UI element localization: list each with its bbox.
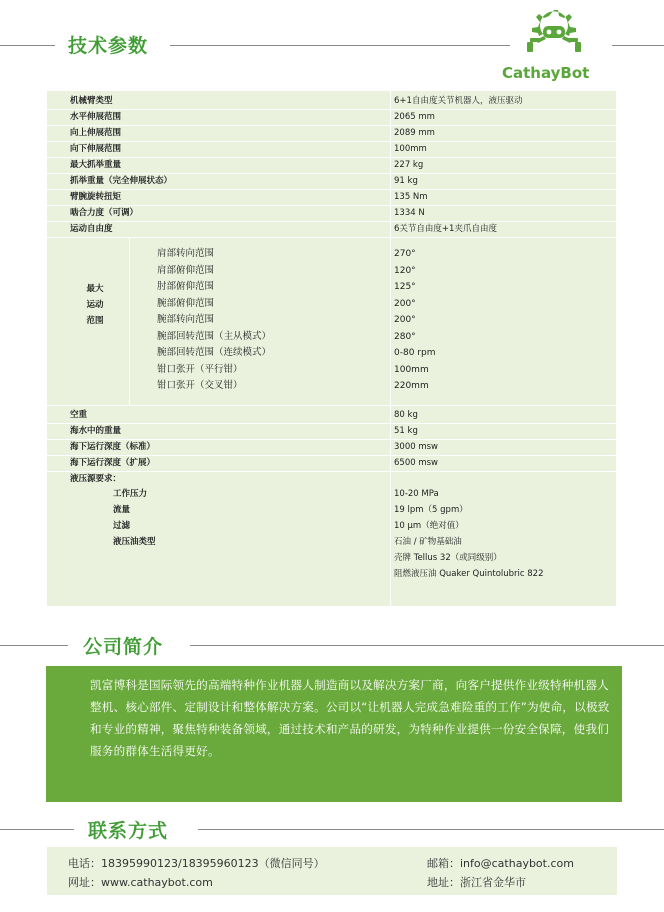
motion-label: 肘部俯仰范围 (157, 281, 215, 292)
logo-text: CathayBot (502, 64, 590, 82)
motion-label: 腕部转向范围 (157, 314, 215, 325)
contact-address: 地址：浙江省金华市 (427, 876, 526, 889)
company-intro-title: 公司简介 (83, 636, 164, 658)
spec-label: 最大抓举重量 (70, 160, 122, 170)
spec-value: 2089 mm (394, 128, 435, 138)
logo (502, 4, 606, 84)
motion-value: 120° (394, 266, 416, 276)
contact-phone: 电话：18395990123/18395960123（微信同号） (68, 857, 325, 870)
motion-value: 200° (394, 299, 416, 309)
tech-params-title: 技术参数 (68, 35, 149, 57)
motion-label: 肩部转向范围 (157, 248, 215, 259)
motion-value: 100mm (394, 365, 429, 375)
spec-table (47, 91, 616, 606)
group-label-line: 范围 (86, 316, 104, 326)
hydraulic-title: 液压源要求： (70, 474, 122, 484)
spec-value: 3000 msw (394, 442, 438, 452)
motion-label: 腕部俯仰范围 (157, 298, 215, 309)
spec-label: 海下运行深度（标准） (70, 442, 156, 452)
spec-label: 啮合力度（可调） (70, 208, 139, 218)
spec-label: 抓举重量（完全伸展状态） (70, 176, 173, 186)
title-rule-left (0, 45, 55, 46)
intro-rule-left (0, 645, 68, 646)
row-divider (47, 405, 616, 406)
row-divider (47, 125, 616, 126)
spec-value: 6+1自由度关节机器人，液压驱动 (394, 96, 523, 106)
spec-value: 6500 msw (394, 458, 438, 468)
spec-value: 227 kg (394, 160, 424, 170)
spec-label: 空重 (70, 410, 88, 420)
intro-rule-right (190, 645, 664, 646)
contact-rule-right (198, 829, 664, 830)
spec-value: 6关节自由度+1夹爪自由度 (394, 224, 497, 234)
hydraulic-label: 工作压力 (113, 489, 148, 499)
spec-value: 2065 mm (394, 112, 435, 122)
spec-value: 80 kg (394, 410, 418, 420)
motion-value: 220mm (394, 381, 429, 391)
spec-label: 海水中的重量 (70, 426, 122, 436)
contact-rule-left (0, 829, 74, 830)
title-rule-right (170, 45, 510, 46)
company-intro-text: 凯富博科是国际领先的高端特种作业机器人制造商以及解决方案厂商，向客户提供作业级特种机器人整机、核心部件、定制设计和整体解决方案。公司以“让机器人完成急难险重的工作”为使命，以极致和专业的精神，聚焦特种装备领域，通过技术和产品的研发，为特种作业提供一份安全保障，使我们服务的群体生活得更好。 (46, 666, 622, 802)
motion-range-group-label (83, 281, 107, 329)
contact-website[interactable]: 网址：www.cathaybot.com (68, 876, 213, 889)
hydraulic-label: 液压油类型 (113, 537, 156, 547)
hydraulic-value: 阻燃液压油 Quaker Quintolubric 822 (394, 569, 544, 579)
spec-label: 向下伸展范围 (70, 144, 122, 154)
spec-label: 向上伸展范围 (70, 128, 122, 138)
spec-value: 100mm (394, 144, 427, 154)
motion-label: 钳口张开（交叉钳） (157, 380, 243, 391)
hydraulic-value: 壳牌 Tellus 32（或同级别） (394, 553, 502, 563)
motion-label: 腕部回转范围（主从模式） (157, 331, 272, 342)
group-label-line: 运动 (86, 300, 104, 310)
hydraulic-value: 10 μm（绝对值） (394, 521, 464, 531)
motion-label: 肩部俯仰范围 (157, 265, 215, 276)
group-separator (129, 237, 130, 405)
row-divider (47, 109, 616, 110)
spec-label: 海下运行深度（扩展） (70, 458, 156, 468)
title-rule-far-right (612, 45, 664, 46)
motion-value: 125° (394, 282, 416, 292)
row-divider (47, 141, 616, 142)
column-separator (390, 91, 391, 606)
group-label-line: 最大 (86, 284, 104, 294)
contact-title: 联系方式 (88, 820, 169, 842)
robot-gear-icon (524, 6, 584, 60)
motion-value: 280° (394, 332, 416, 342)
motion-label: 腕部回转范围（连续模式） (157, 347, 272, 358)
hydraulic-value: 10-20 MPa (394, 489, 439, 499)
spec-value: 135 Nm (394, 192, 428, 202)
row-divider (47, 157, 616, 158)
spec-value: 51 kg (394, 426, 418, 436)
hydraulic-value: 石油 / 矿物基础油 (394, 537, 462, 547)
spec-value: 1334 N (394, 208, 425, 218)
row-divider (47, 471, 616, 472)
spec-label: 臂腕旋转扭矩 (70, 192, 122, 202)
spec-label: 机械臂类型 (70, 96, 113, 106)
contact-box (47, 847, 617, 895)
motion-label: 钳口张开（平行钳） (157, 364, 243, 375)
spec-value: 91 kg (394, 176, 418, 186)
hydraulic-label: 过滤 (113, 521, 131, 531)
motion-value: 270° (394, 249, 416, 259)
contact-email[interactable]: 邮箱：info@cathaybot.com (427, 857, 574, 870)
hydraulic-label: 流量 (113, 505, 131, 515)
motion-value: 200° (394, 315, 416, 325)
row-divider (47, 189, 616, 190)
row-divider (47, 221, 616, 222)
spec-label: 运动自由度 (70, 224, 113, 234)
row-divider (47, 423, 616, 424)
row-divider (47, 237, 616, 238)
motion-value: 0-80 rpm (394, 348, 436, 358)
hydraulic-value: 19 lpm（5 gpm） (394, 505, 468, 515)
spec-label: 水平伸展范围 (70, 112, 122, 122)
